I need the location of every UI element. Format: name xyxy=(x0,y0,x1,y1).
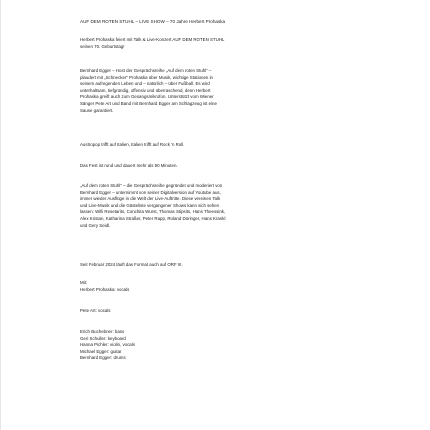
austropop-line: Austropop trifft auf Italien, Italien trifft auf Rock 'n Roll. xyxy=(80,142,185,147)
series-line: „Auf dem roten Stuhl“ – die Gesprächsreihe gegründet und moderiert von xyxy=(80,183,223,188)
host-line: plaudert mit „Schnecker“ Prohaska über Musik, wichtige Stationen in xyxy=(80,74,214,80)
host-line: Sänger Pete Art und Band mit Bernhard Egger am Schlagzeug ist eine xyxy=(80,100,217,106)
series-line: und Live-Musik und die Gästeliste vergangener Shows kann sich sehen xyxy=(80,202,220,208)
series-line: immer wieder Ausflüge in die Welt der Live-Auftritte. Diese vereinen Talk xyxy=(80,196,221,202)
host-line: seinem aufregenden Leben und – natürlich – über Fußball. Es wird xyxy=(80,81,210,87)
series-line: Alex Kristan, Katharina Straßer, Peter Rapp, Roland Düringer, Hans Krankl xyxy=(80,215,226,221)
cast-section xyxy=(80,280,376,293)
fest-duration-line: Das Fest ist rund und dauert mehr als 90 Minuten. xyxy=(80,163,178,168)
cast-member: Herbert Prohaska: vocals xyxy=(80,286,130,292)
document-title: AUF DEM ROTEN STUHL – LIVE SHOW – 70 Jahre Herbert Prohaska xyxy=(80,19,226,24)
series-line: und Gery Seidl. xyxy=(80,222,111,228)
cast-member: Pete Art: vocals xyxy=(80,308,111,313)
intro-paragraph xyxy=(80,37,376,50)
series-paragraph xyxy=(80,183,376,229)
host-line: Bernhard Egger – Host der Gesprächsreihe „Auf dem roten Stuhl“ – xyxy=(80,68,212,73)
host-paragraph xyxy=(80,68,376,114)
band-member: Michael Egger: guitar xyxy=(80,348,122,354)
orf-line: Seit Februar 2024 läuft das Format auch auf ORF III. xyxy=(80,262,183,267)
host-line: unterhaltsam, tiefgründig, offensiv und überraschend, denn Herbert xyxy=(80,87,211,93)
series-line: lassen: Willi Resetarits, Conchita Wurst, Thomas Stipsits, Hans Theessink, xyxy=(80,209,226,215)
left-edge-divider xyxy=(0,0,1,430)
host-line: Prohaska greift auch zum Gesangsmikrofon. Unterstützt vom Wiener xyxy=(80,94,214,100)
band-member: Geri Schuller: keyboard xyxy=(80,335,126,341)
band-member: Hanna Pichler: violin, vocals xyxy=(80,342,135,348)
host-line: Sause garantiert. xyxy=(80,107,114,113)
band-member: Bernhard Egger: drums xyxy=(80,355,126,361)
intro-line: Herbert Prohaska feiert mit Talk & Live-Konzert AUF DEM ROTEN STUHL xyxy=(80,37,225,42)
intro-line: seinen 70. Geburtstag! xyxy=(80,43,125,49)
cast-label: Mit: xyxy=(80,280,88,285)
series-line: Bernhard Egger – unternimmt von seiner Digitalversion auf Youtube aus, xyxy=(80,189,221,195)
band-member: Erich Buchebner: bass xyxy=(80,329,125,334)
band-list xyxy=(80,329,376,362)
